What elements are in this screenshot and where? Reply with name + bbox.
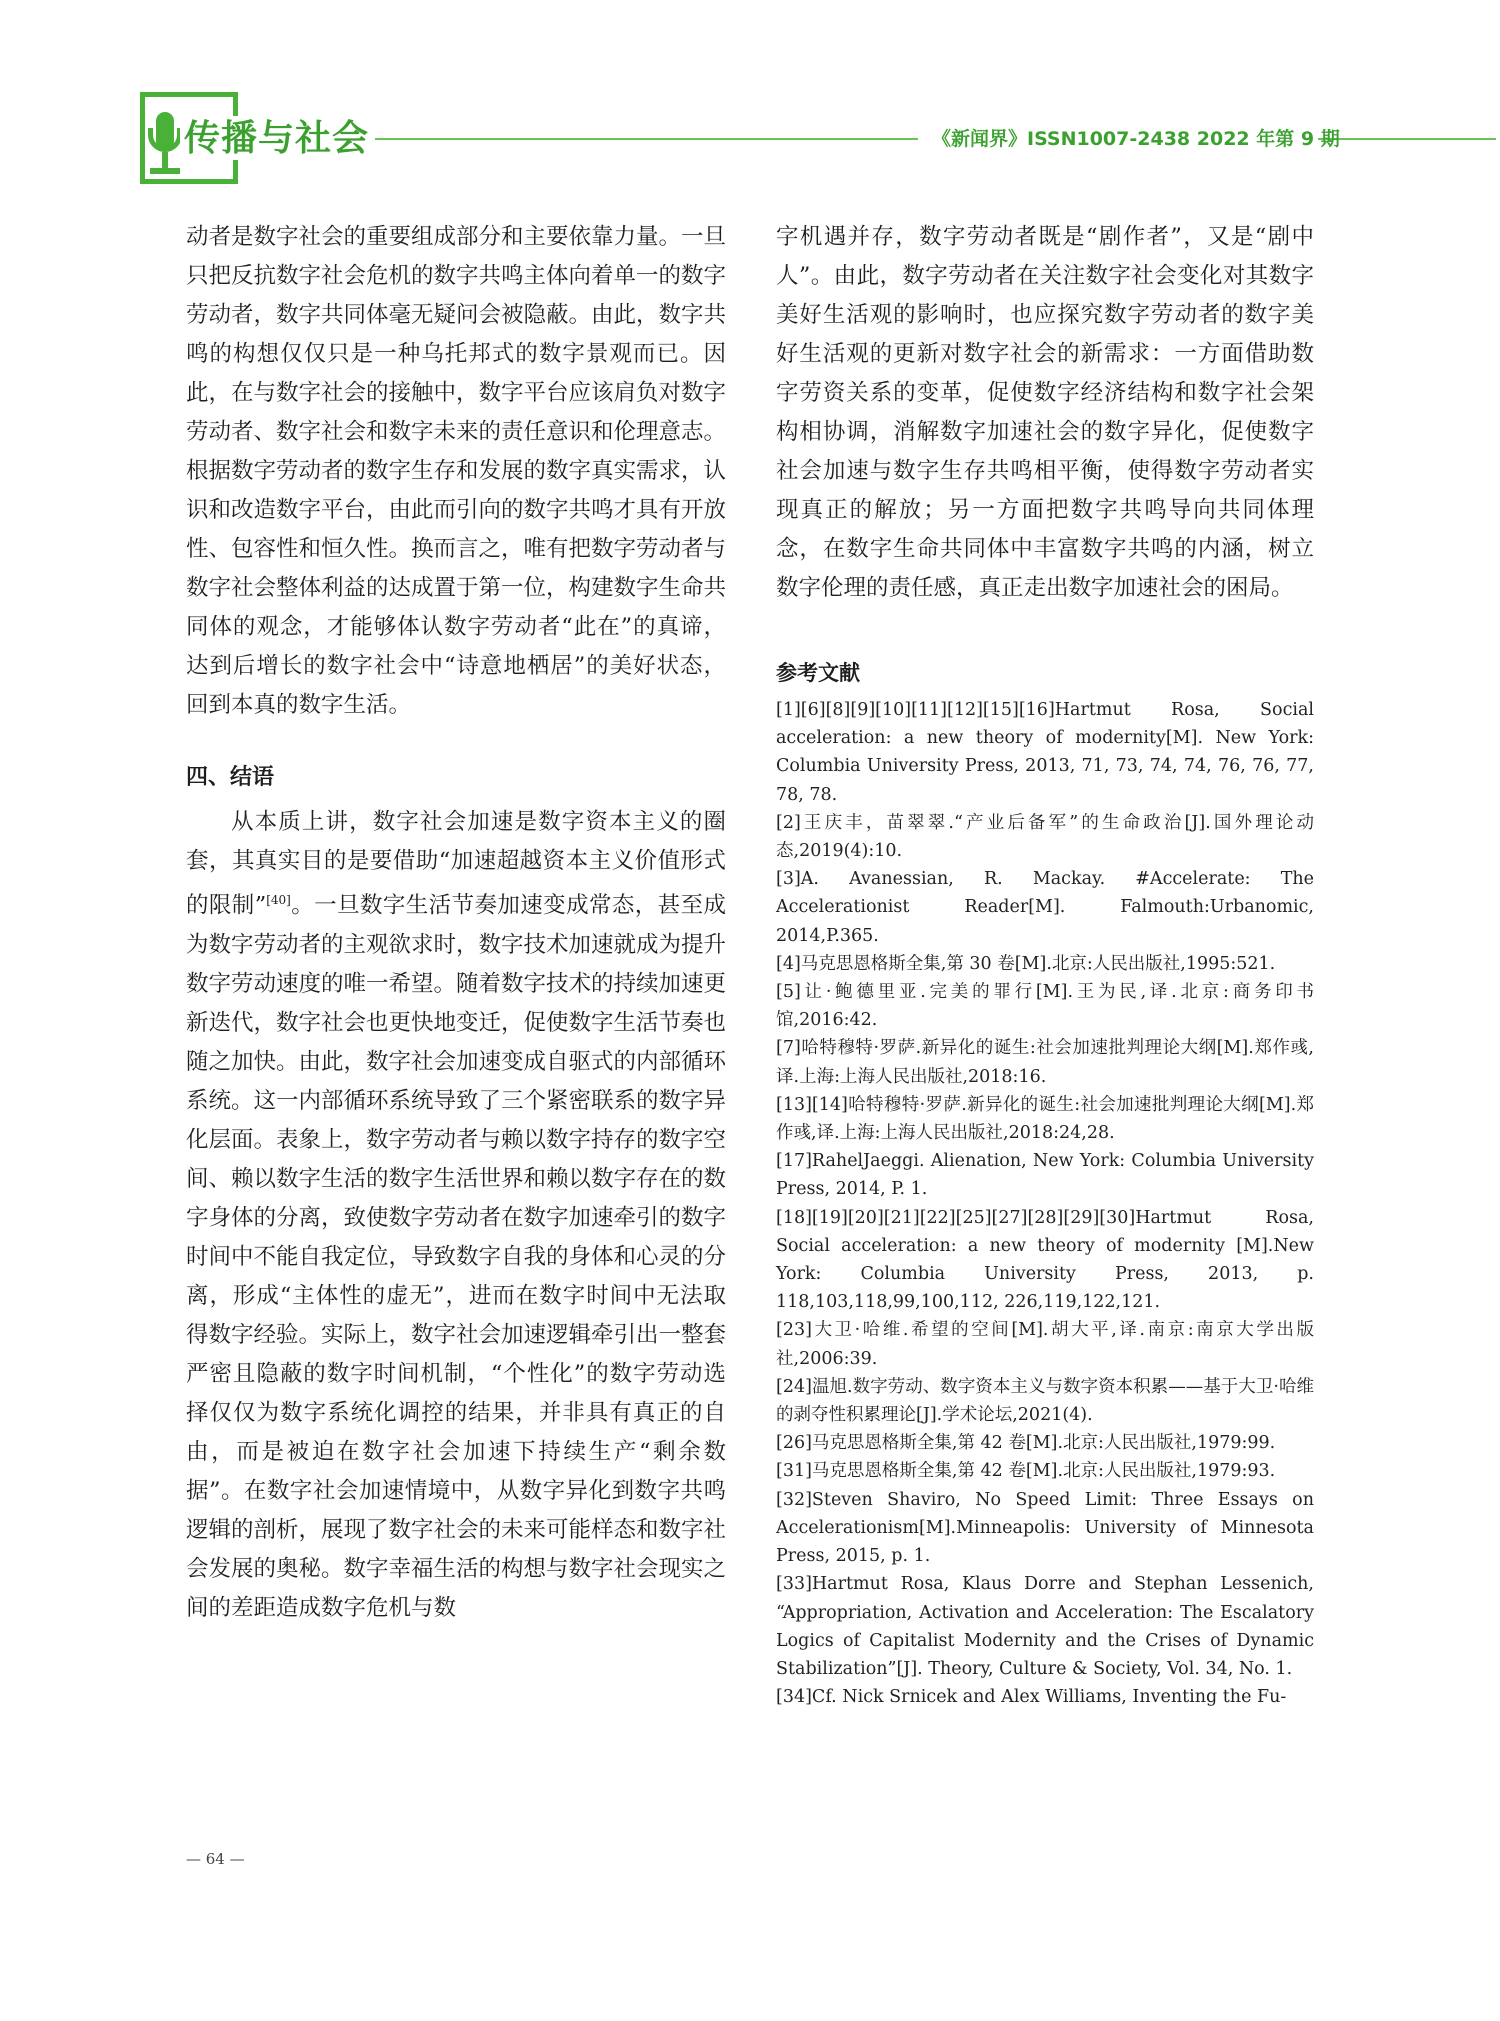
references-heading: 参考文献 [776,661,860,685]
citation-marker: [40] [266,893,291,907]
body-paragraph: 字机遇并存，数字劳动者既是“剧作者”，又是“剧中人”。由此，数字劳动者在关注数字社会变化对其数字美好生活观的影响时，也应探究数字劳动者的数字美好生活观的更新对数字社会的新需求：一方面借助数字劳资关系的变革，促使数字经济结构和数字社会架构相协调，消解数字加速社会的数字异化，促使数字社会加速与数字生存共鸣相平衡，使得数字劳动者实现真正的解放；另一方面把数字共鸣导向共同体理念，在数字生命共同体中丰富数字共鸣的内涵，树立数字伦理的责任感，真正走出数字加速社会的困局。 [776,224,1314,601]
reference-item: [2]王庆丰，苗翠翠.“产业后备军”的生命政治[J].国外理论动态,2019(4):10. [776,812,1314,862]
reference-item: [5]让·鲍德里亚.完美的罪行[M].王为民,译.北京:商务印书馆,2016:42. [776,982,1314,1031]
header-line-right [1318,138,1496,140]
reference-item: [31]马克思恩格斯全集,第 42 卷[M].北京:人民出版社,1979:93. [776,1461,1276,1482]
reference-item: [34]Cf. Nick Srnicek and Alex Williams, Inventing the Fu- [776,1687,1287,1708]
section-heading: 四、结语 [186,765,275,790]
reference-item: [13][14]哈特穆特·罗萨.新异化的诞生:社会加速批判理论大纲[M].郑作彧,译.上海:上海人民出版社,2018:24,28. [776,1094,1314,1144]
reference-item: [3]A. Avanessian, R. Mackay. #Accelerate: The Accelerationist Reader[M]. Falmouth:Urbanomic, 2014,P.365. [776,869,1314,946]
reference-item: [26]马克思恩格斯全集,第 42 卷[M].北京:人民出版社,1979:99. [776,1433,1276,1454]
paragraph-text: 从本质上讲，数字社会加速是数字资本主义的圈套，其真实目的是要借助“加速超越资本主义价值形式的限制” [186,809,726,919]
header-line-left [340,138,918,140]
journal-info: 《新闻界》ISSN1007-2438 2022 年第 9 期 [932,128,1340,150]
body-paragraph [186,803,726,1628]
body-paragraph: 动者是数字社会的重要组成部分和主要依靠力量。一旦只把反抗数字社会危机的数字共鸣主体向着单一的数字劳动者，数字共同体毫无疑问会被隐蔽。由此，数字共鸣的构想仅仅只是一种乌托邦式的数字景观而已。因此，在与数字社会的接触中，数字平台应该肩负对数字劳动者、数字社会和数字未来的责任意识和伦理意志。根据数字劳动者的数字生存和发展的数字真实需求，认识和改造数字平台，由此而引向的数字共鸣才具有开放性、包容性和恒久性。换而言之，唯有把数字劳动者与数字社会整体利益的达成置于第一位，构建数字生命共同体的观念，才能够体认数字劳动者“此在”的真谛，达到后增长的数字社会中“诗意地栖居”的美好状态，回到本真的数字生活。 [186,224,727,718]
paragraph-text: 。一旦数字生活节奏加速变成常态，甚至成为数字劳动者的主观欲求时，数字技术加速就成为提升数字劳动速度的唯一希望。随着数字技术的持续加速更新迭代，数字社会也更快地变迁，促使数字生活节奏也随之加快。由此，数字社会加速变成自驱式的内部循环系统。这一内部循环系统导致了三个紧密联系的数字异化层面。表象上，数字劳动者与赖以数字持存的数字空间、赖以数字生活的数字生活世界和赖以数字存在的数字身体的分离，致使数字劳动者在数字加速牵引的数字时间中不能自我定位，导致数字自我的身体和心灵的分离，形成“主体性的虚无”，进而在数字时间中无法取得数字经验。实际上，数字社会加速逻辑牵引出一整套严密且隐蔽的数字时间机制，“个性化”的数字劳动选择仅仅为数字系统化调控的结果，并非具有真正的自由，而是被迫在数字社会加速下持续生产“剩余数据”。在数字社会加速情境中，从数字异化到数字共鸣逻辑的剖析，展现了数字社会的未来可能样态和数字社会发展的奥秘。数字幸福生活的构想与数字社会现实之间的差距造成数字危机与数 [186,892,727,1621]
section-title: 传播与社会 [180,116,375,160]
reference-item: [33]Hartmut Rosa, Klaus Dorre and Stephan Lessenich, “Appropriation, Activation and Acceleration: The Escalatory Logics of Capitalist Modernity and the Crises of Dynamic Stabilization”[J]. Theory, Culture & Society, Vol. 34, No. 1. [776,1574,1314,1679]
right-column [776,218,1314,1711]
reference-item: [24]温旭.数字劳动、数字资本主义与数字资本积累——基于大卫·哈维的剥夺性积累理论[J].学术论坛,2021(4). [776,1376,1314,1426]
reference-item: [32]Steven Shaviro, No Speed Limit: Three Essays on Accelerationism[M].Minneapolis: University of Minnesota Press, 2015, p. 1. [776,1489,1314,1567]
reference-item: [1][6][8][9][10][11][12][15][16]Hartmut Rosa, Social acceleration: a new theory of modernity[M]. New York: Columbia University Press, 2013, 71, 73, 74, 74, 76, 76, 77, 78, 78. [776,700,1314,805]
reference-item: [4]马克思恩格斯全集,第 30 卷[M].北京:人民出版社,1995:521. [776,953,1276,974]
reference-item: [23]大卫·哈维.希望的空间[M].胡大平,译.南京:南京大学出版社,2006:39. [776,1320,1314,1369]
reference-item: [17]RahelJaeggi. Alienation, New York: Columbia University Press, 2014, P. 1. [776,1151,1314,1200]
page-number: — 64 — [186,1850,245,1868]
left-column [186,218,726,1628]
reference-item: [18][19][20][21][22][25][27][28][29][30]Hartmut Rosa, Social acceleration: a new theory of modernity [M].New York: Columbia University Press, 2013, p. 118,103,118,99,100,112, 226,119,122,121. [776,1207,1314,1313]
reference-item: [7]哈特穆特·罗萨.新异化的诞生:社会加速批判理论大纲[M].郑作彧,译.上海:上海人民出版社,2018:16. [776,1038,1314,1087]
references-list [776,696,1314,1711]
